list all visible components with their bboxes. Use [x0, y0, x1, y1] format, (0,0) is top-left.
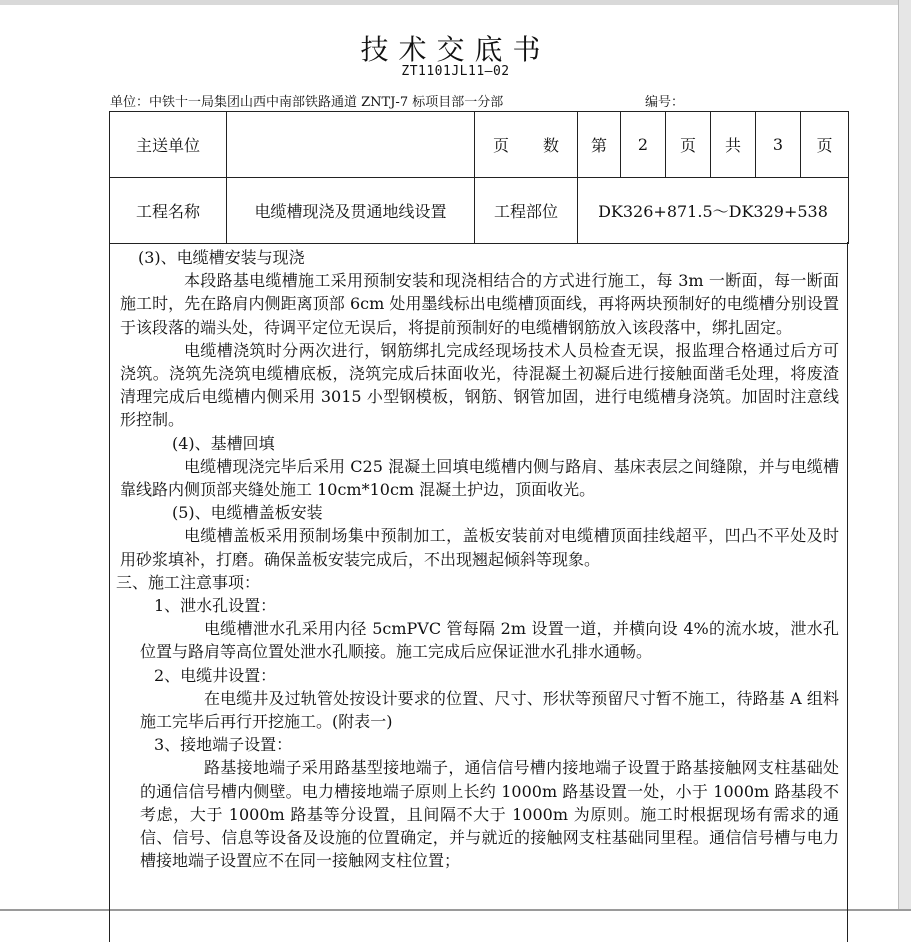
paragraph: 本段路基电缆槽施工采用预制安装和现浇相结合的方式进行施工，每 3m 一断面，每一断面施工时，先在路肩内侧距离顶部 6cm 处用墨线标出电缆槽顶面线，再将两块预制好的电缆槽分别设置于该段落的端头处，待调平定位无误后，将提前预制好的电缆槽钢筋放入该段落中，绑扎固定。	[120, 271, 839, 337]
project-part-value: DK326+871.5～DK329+538	[578, 178, 849, 244]
page-ye-end: 页	[801, 112, 849, 178]
document-title: 技术交底书	[360, 33, 551, 66]
content-text	[110, 246, 847, 872]
section-heading: (5)、电缆槽盖板安装	[172, 503, 323, 523]
page-ye: 页	[666, 112, 711, 178]
pages-label-part-b: 数	[543, 136, 560, 155]
page-current: 2	[621, 112, 666, 178]
vertical-scrollbar[interactable]	[898, 0, 911, 911]
send-unit-label: 主送单位	[110, 112, 227, 178]
project-name-label: 工程名称	[110, 178, 227, 244]
page-total: 3	[756, 112, 801, 178]
serial-number-label: 编号：	[645, 95, 685, 110]
content-box	[109, 242, 848, 942]
paragraph: 电缆槽现浇完毕后采用 C25 混凝土回填电缆槽内侧与路肩、基床表层之间缝隙，并与电缆槽靠线路内侧顶部夹缝处施工 10cm*10cm 混凝土护边，顶面收光。	[120, 456, 839, 500]
chapter-heading: 三、施工注意事项：	[116, 572, 261, 592]
window-top-edge	[0, 0, 911, 5]
header-table	[109, 111, 849, 244]
paragraph: 电缆槽泄水孔采用内径 5cmPVC 管每隔 2m 设置一道，并横向设 4%的流水坡，泄水孔位置与路肩等高位置处泄水孔顺接。施工完成后应保证泄水孔排水通畅。	[140, 619, 839, 662]
section-heading: (4)、基槽回填	[172, 433, 275, 453]
item-heading: 1、泄水孔设置：	[154, 596, 277, 616]
paragraph: 电缆槽盖板采用预制场集中预制加工，盖板安装前对电缆槽顶面挂线超平，凹凸不平处及时用砂浆填补，打磨。确保盖板安装完成后，不出现翘起倾斜等现象。	[120, 526, 839, 569]
project-name-value: 电缆槽现浇及贯通地线设置	[227, 178, 475, 244]
page-gong: 共	[711, 112, 756, 178]
paragraph: 在电缆井及过轨管处按设计要求的位置、尺寸、形状等预留尺寸暂不施工，待路基 A 组料施工完毕后再行开挖施工。(附表一)	[140, 688, 839, 732]
document-number: ZT1101JL11—02	[401, 64, 510, 79]
paragraph: 路基接地端子采用路基型接地端子，通信信号槽内接地端子设置于路基接触网支柱基础处的通信信号槽内侧壁。电力槽接地端子原则上长约 1000m 路基设置一处，小于 1000m 路基段不考虑，大于 1000m 路基等分设置，且间隔不大于 1000m 为原则。施工时根据现场有需求的通信、信号、信息等设备及设施的位置确定，并与就近的接触网支柱基础同里程。通信信号槽与电力槽接地端子设置应不在同一接触网支柱位置；	[140, 758, 839, 871]
section-heading: (3)、电缆槽安装与现浇	[138, 248, 305, 267]
paragraph: 电缆槽浇筑时分两次进行，钢筋绑扎完成经现场技术人员检查无误，报监理合格通过后方可浇筑。浇筑先浇筑电缆槽底板，浇筑完成后抹面收光，待混凝土初凝后进行接触面凿毛处理，将废渣清理完成后电缆槽内侧采用 3015 小型钢模板，钢筋、钢管加固，进行电缆槽身浇筑。加固时注意线形控制。	[120, 340, 839, 430]
pages-label	[475, 112, 578, 178]
item-heading: 3、接地端子设置：	[154, 735, 293, 755]
project-part-label: 工程部位	[475, 178, 578, 244]
page-di: 第	[578, 112, 621, 178]
unit-line: 单位：中铁十一局集团山西中南部铁路通道 ZNTJ-7 标项目部一分部	[110, 95, 504, 110]
item-heading: 2、电缆井设置：	[154, 665, 277, 685]
send-unit-value	[227, 112, 475, 178]
pages-label-part-a: 页	[492, 136, 509, 155]
